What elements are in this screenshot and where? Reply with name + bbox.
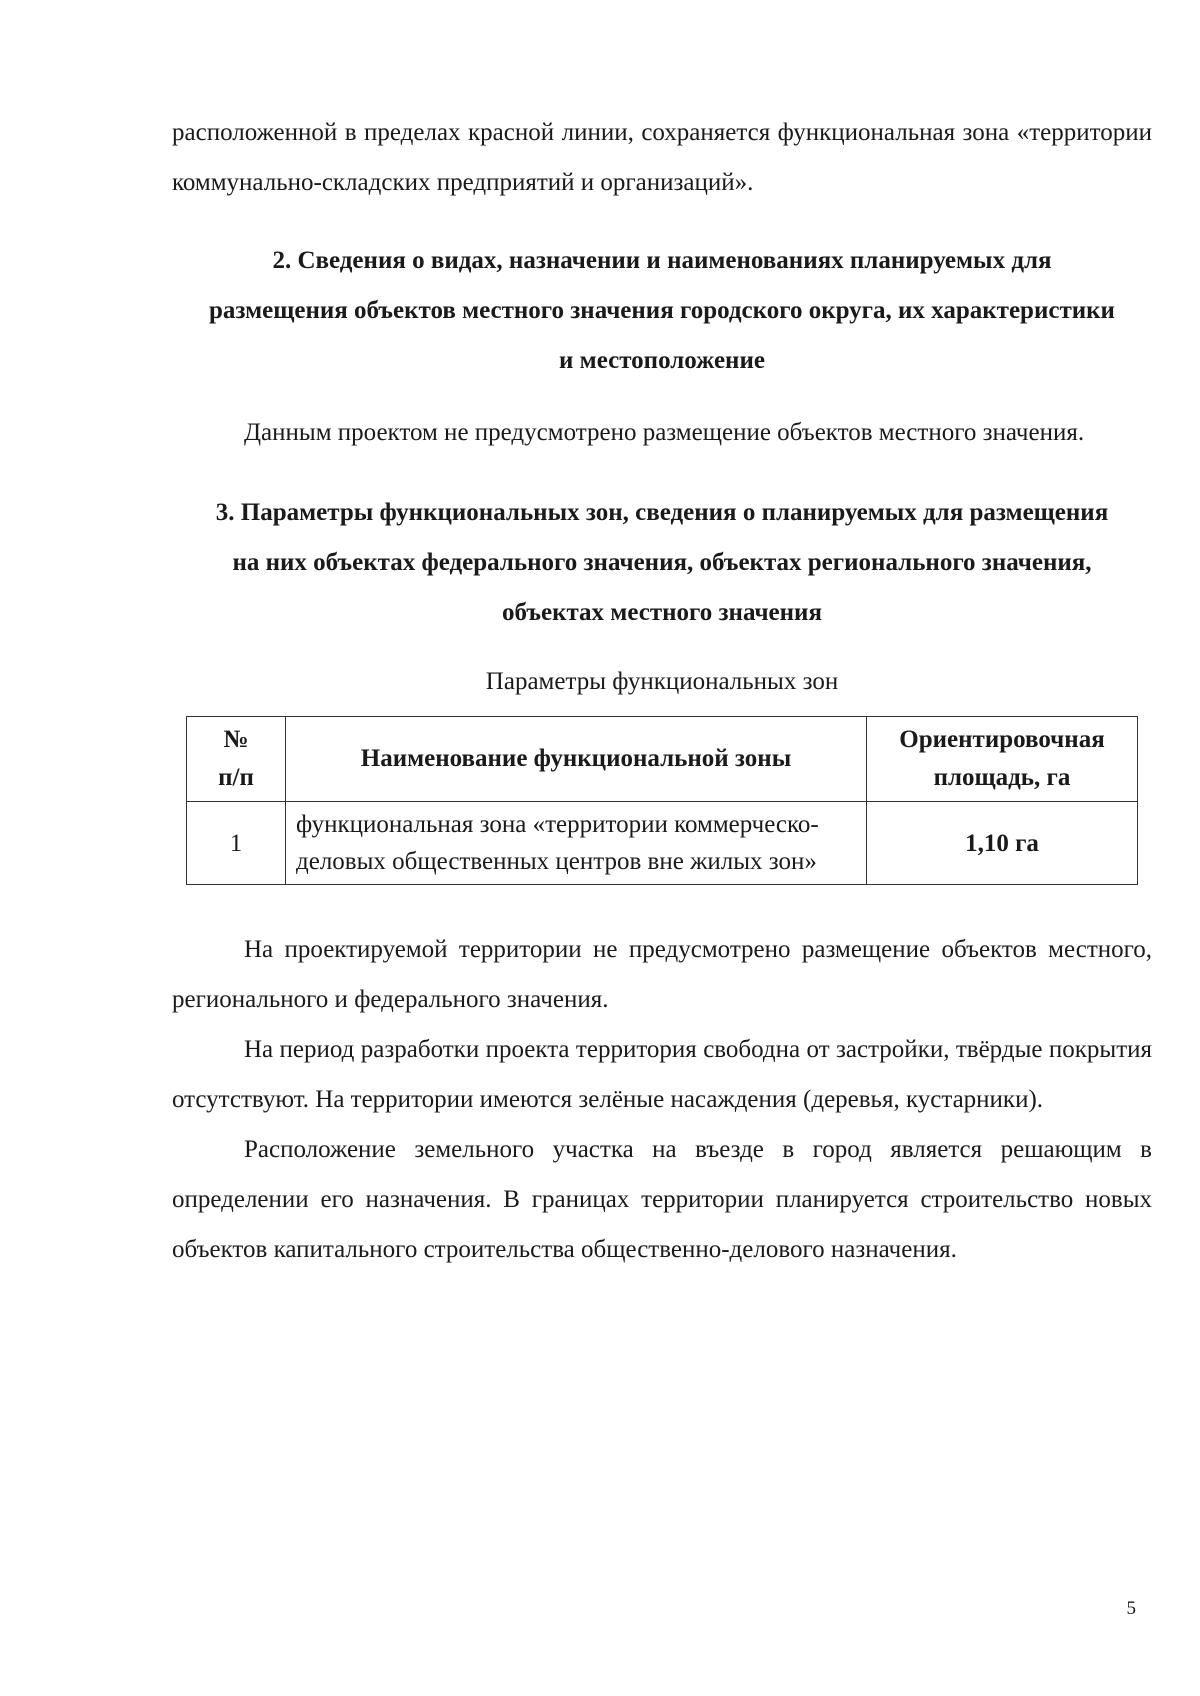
page-number: 5: [1126, 1598, 1136, 1619]
document-page: [172, 108, 1152, 1275]
table-caption: Параметры функциональных зон: [485, 668, 839, 695]
table-row: [187, 802, 1138, 885]
section-2-paragraph: Данным проектом не предусмотрено размещение объектов местного значения.: [244, 419, 1085, 446]
header-number-abbr: п/п: [218, 764, 254, 791]
table-header-row: [187, 717, 1138, 802]
section-3-paragraph-1: На проектируемой территории не предусмотрено размещение объектов местного, регионального и федерального значения.: [172, 936, 1152, 1013]
header-area-line2: площадь, га: [933, 764, 1071, 791]
functional-zones-table: [186, 716, 1138, 885]
intro-paragraph: расположенной в пределах красной линии, сохраняется функциональная зона «территории коммунально-складских предприятий и организаций».: [172, 119, 1152, 196]
row-zone-name: функциональная зона «территории коммерческо-деловых общественных центров вне жилых зон»: [286, 802, 867, 885]
header-area: [867, 717, 1138, 802]
row-area: 1,10 га: [867, 802, 1138, 885]
header-area-line1: Ориентировочная: [899, 726, 1105, 753]
section-2-heading: 2. Сведения о видах, назначении и наименованиях планируемых для размещения объектов местного значения городского округа, их характеристики и местоположение: [209, 247, 1115, 374]
header-number-symbol: №: [223, 726, 249, 753]
section-3-paragraph-2: На период разработки проекта территория свободна от застройки, твёрдые покрытия отсутствуют. На территории имеются зелёные насаждения (деревья, кустарники).: [172, 1036, 1152, 1113]
header-number: [187, 717, 286, 802]
section-3-heading: 3. Параметры функциональных зон, сведения о планируемых для размещения на них объектах федерального значения, объектах регионального значения, объектах местного значения: [215, 499, 1109, 626]
row-number: 1: [187, 802, 286, 885]
section-3-paragraph-3: Расположение земельного участка на въезде в город является решающим в определении его назначения. В границах территории планируется строительство новых объектов капитального строительства общественно-делового назначения.: [172, 1136, 1152, 1263]
header-zone-name: Наименование функциональной зоны: [286, 717, 867, 802]
